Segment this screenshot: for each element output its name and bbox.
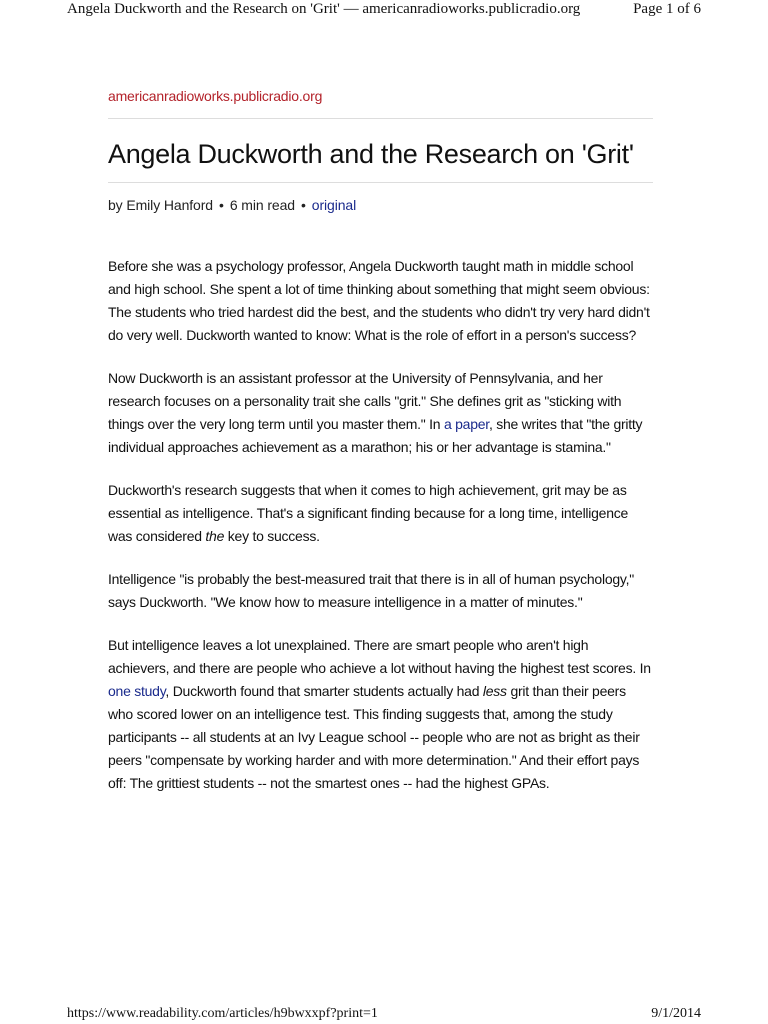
byline-read-time: 6 min read [229, 197, 295, 213]
paragraph-2-text-end: , she writes that "the gritty individual approaches achievement as a marathon; his or her advantage is stamina." [108, 416, 643, 455]
article-title: Angela Duckworth and the Research on 'Grit' [108, 139, 634, 169]
emphasis-less: less [482, 683, 507, 699]
paragraph-2 [108, 367, 653, 459]
paragraph-5 [108, 634, 653, 795]
paragraph-3-text: Duckworth's research suggests that when it comes to high achievement, grit may be as essential as intelligence. That's a significant finding because for a long time, intelligence was considered [108, 482, 629, 544]
byline-author: by Emily Hanford [108, 197, 213, 213]
print-header-title: Angela Duckworth and the Research on 'Grit' — americanradioworks.publicradio.org [67, 1, 581, 17]
paragraph-1: Before she was a psychology professor, Angela Duckworth taught math in middle school and high school. She spent a lot of time thinking about something that might seem obvious: The students who tried hardest did the best, and the students who didn't try very hard didn't do very well. Duckworth wanted to know: What is the role of effort in a person's success? [108, 258, 650, 343]
paragraph-5-text-middle: , Duckworth found that smarter students actually had [165, 683, 483, 699]
print-header [0, 0, 768, 20]
source-domain-link[interactable]: americanradioworks.publicradio.org [108, 86, 653, 119]
byline [108, 195, 653, 215]
emphasis-the: the [205, 528, 225, 544]
paragraph-3-text-end: key to success. [224, 528, 320, 544]
print-footer-date: 9/1/2014 [651, 1006, 701, 1021]
paragraph-4: Intelligence "is probably the best-measured trait that there is in all of human psychology," says Duckworth. "We know how to measure intelligence in a matter of minutes." [108, 571, 634, 610]
one-study-link[interactable]: one study [108, 683, 166, 699]
paragraph-5-text: But intelligence leaves a lot unexplained. There are smart people who aren't high achievers, and there are people who achieve a lot without having the highest test scores. In [108, 637, 651, 676]
paragraph-3 [108, 479, 653, 548]
paragraph-2-text: Now Duckworth is an assistant professor at the University of Pennsylvania, and her research focuses on a personality trait she calls "grit." She defines grit as "sticking with things over the very long term until you master them." In [108, 370, 622, 432]
print-footer [0, 1004, 768, 1024]
a-paper-link[interactable]: a paper [443, 416, 489, 432]
byline-separator: • [219, 197, 224, 213]
article-body [108, 255, 653, 795]
print-footer-url: https://www.readability.com/articles/h9bwxxpf?print=1 [67, 1006, 378, 1021]
title-divider [108, 182, 653, 183]
original-link[interactable]: original [311, 197, 357, 213]
article [108, 86, 653, 815]
paragraph-5-text-end: grit than their peers who scored lower on an intelligence test. This finding suggests that, among the study participants -- all students at an Ivy League school -- people who are not as bright as their peers "compensate by working harder and with more determination." And their effort pays off: The grittiest students -- not the smartest ones -- had the highest GPAs. [108, 683, 640, 791]
byline-separator: • [300, 197, 306, 213]
print-page-number: Page 1 of 6 [633, 1, 701, 17]
